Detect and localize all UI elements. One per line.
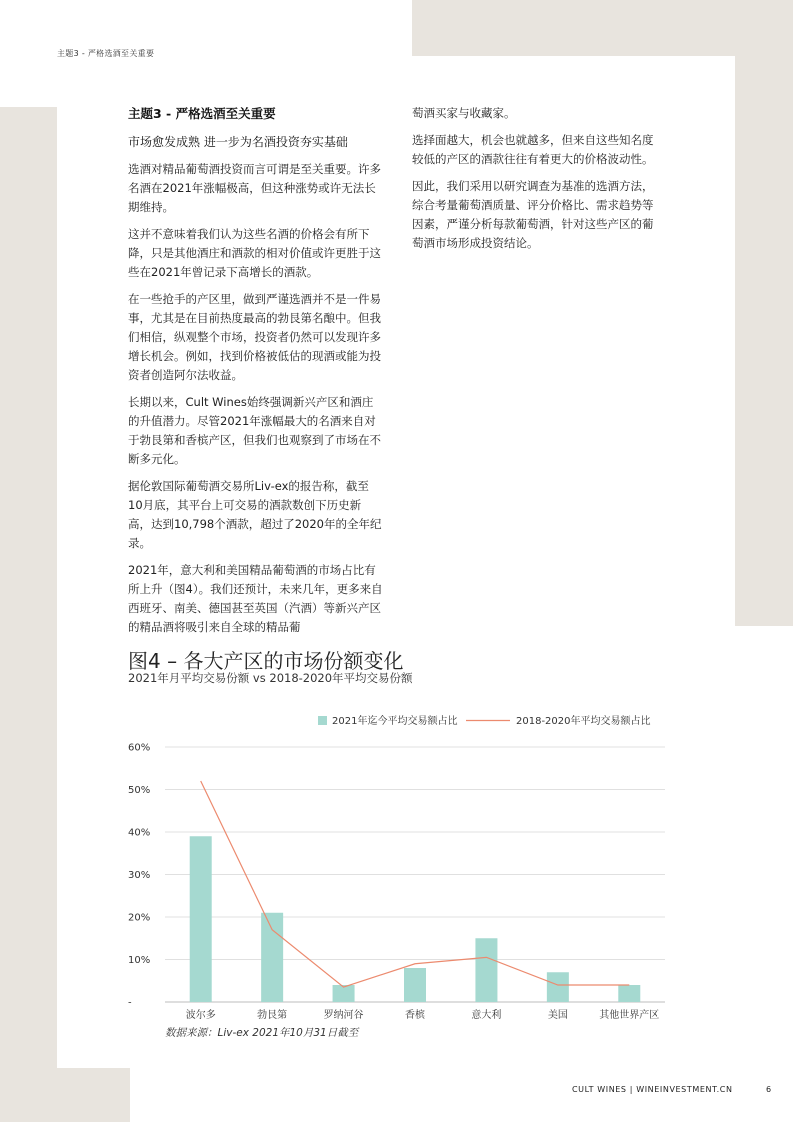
y-tick-label: 10% — [128, 955, 151, 966]
y-tick-label: 60% — [128, 742, 151, 754]
y-tick-label: 40% — [128, 827, 151, 839]
bar-其他世界产区 — [618, 985, 640, 1002]
section-subtitle: 市场愈发成熟 进一步为名酒投资夯实基础 — [128, 135, 348, 149]
bar-意大利 — [475, 938, 497, 1002]
running-header: 主题3 - 严格选酒至关重要 — [57, 49, 155, 58]
x-tick-label: 波尔多 — [185, 1010, 216, 1021]
bar-香槟 — [404, 968, 426, 1002]
paragraph: 选酒对精品葡萄酒投资而言可谓是至关重要。许多名酒在2021年涨幅极高，但这种涨势或许无法长期维持。 — [128, 162, 381, 214]
figure-title: 图4 – 各大产区的市场份额变化 — [128, 649, 404, 673]
x-tick-label: 香槟 — [405, 1010, 425, 1021]
paragraph: 2021年，意大利和美国精品葡萄酒的市场占比有所上升（图4）。我们还预计，未来几年，更多来自西班牙、南美、德国甚至英国（汽酒）等新兴产区的精品酒将吸引来自全球的精品葡 — [128, 563, 383, 634]
y-tick-label: 20% — [128, 912, 151, 924]
x-tick-label: 其他世界产区 — [599, 1010, 660, 1021]
x-tick-label: 罗纳河谷 — [323, 1010, 364, 1021]
paragraph: 因此，我们采用以研究调查为基准的选酒方法，综合考量葡萄酒质量、评分价格比、需求趋势等因素，严谨分析每款葡萄酒，针对这些产区的葡萄酒市场形成投资结论。 — [412, 179, 654, 250]
x-tick-label: 美国 — [547, 1010, 568, 1021]
y-tick-label: 50% — [128, 785, 151, 796]
x-tick-label: 意大利 — [471, 1010, 502, 1021]
paragraph: 这并不意味着我们认为这些名酒的价格会有所下降，只是其他酒庄和酒款的相对价值或许更胜于这些在2021年曾记录下高增长的酒款。 — [128, 227, 381, 279]
footer-brand: CULT WINES | WINEINVESTMENT.CN — [572, 1085, 733, 1094]
figure-subtitle: 2021年月平均交易份额 vs 2018-2020年平均交易份额 — [128, 671, 413, 685]
paragraph: 长期以来，Cult Wines始终强调新兴产区和酒庄的升值潜力。尽管2021年涨幅最大的名酒来自对于勃艮第和香槟产区，但我们也观察到了市场在不断多元化。 — [128, 395, 381, 466]
section-title: 主题3 - 严格选酒至关重要 — [128, 106, 276, 121]
legend-bar-label: 2021年迄今平均交易额占比 — [332, 716, 458, 727]
page-number: 6 — [766, 1085, 772, 1094]
bar-勃艮第 — [261, 913, 283, 1002]
x-tick-label: 勃艮第 — [257, 1010, 288, 1021]
figure-source: 数据来源：Liv-ex 2021年10月31日截至 — [165, 1027, 359, 1039]
legend-bar-swatch — [318, 716, 327, 725]
legend-line-label: 2018-2020年平均交易额占比 — [516, 716, 651, 727]
y-tick-label: - — [128, 997, 132, 1009]
bar-美国 — [547, 972, 569, 1002]
paragraph: 选择面越大，机会也就越多，但来自这些知名度较低的产区的酒款往往有着更大的价格波动性。 — [412, 133, 654, 166]
paragraph: 萄酒买家与收藏家。 — [412, 106, 516, 120]
paragraph: 在一些抢手的产区里，做到严谨选酒并不是一件易事，尤其是在目前热度最高的勃艮第名酿中。但我们相信，纵观整个市场，投资者仍然可以发现许多增长机会。例如，找到价格被低估的现酒或能为投资者创造阿尔法收益。 — [128, 292, 381, 382]
paragraph: 据伦敦国际葡萄酒交易所Liv-ex的报告称，截至10月底，其平台上可交易的酒款数创下历史新高，达到10,798个酒款，超过了2020年的全年纪录。 — [128, 479, 382, 550]
bar-波尔多 — [190, 836, 212, 1002]
y-tick-label: 30% — [128, 870, 151, 881]
